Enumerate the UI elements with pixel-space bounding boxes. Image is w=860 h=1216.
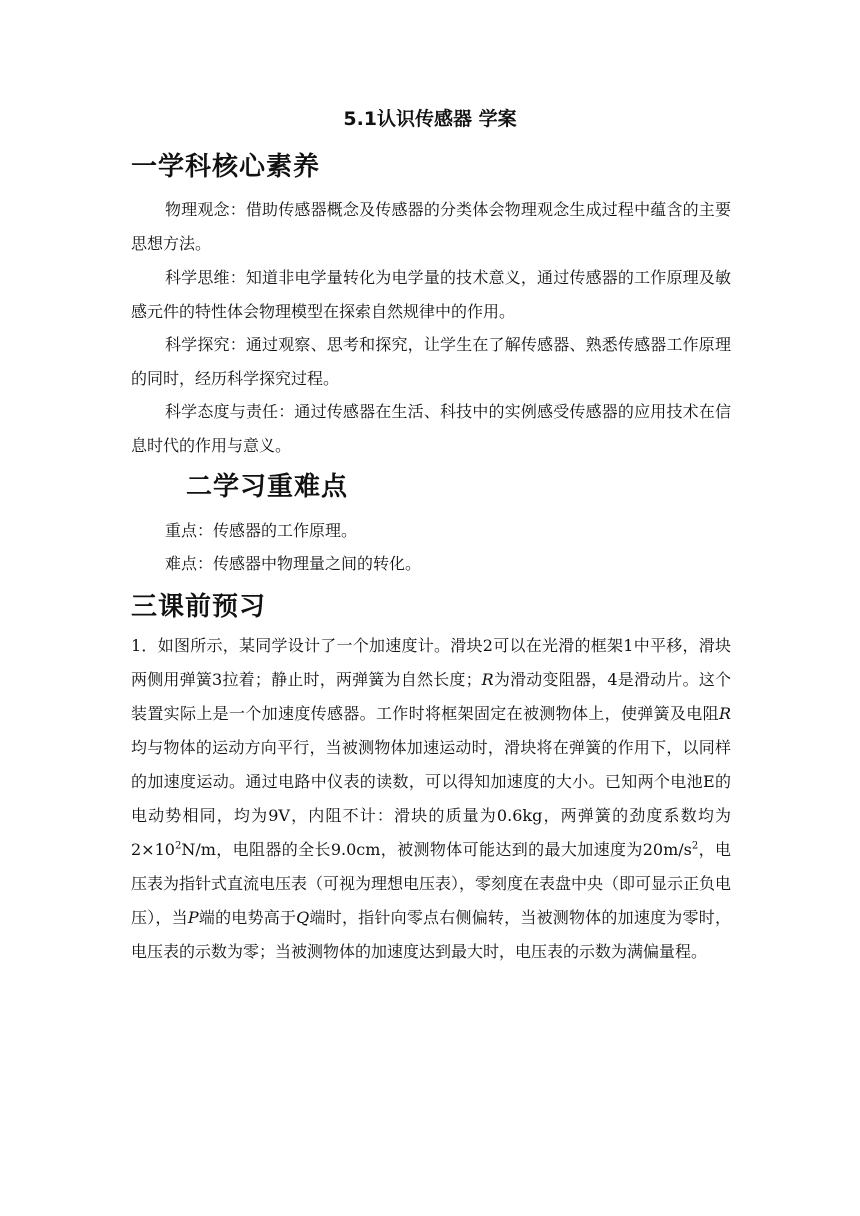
section-heading-core-literacy: 一学科核心素养 [131,152,321,182]
problem-1-text [131,629,731,969]
max-acceleration-exponent: 2 [691,840,699,852]
section-heading-preview: 三课前预习 [131,592,267,622]
spring-constant-value [131,840,216,859]
variable-r: R [481,670,494,689]
paragraph-physics-concept: 物理观念：借助传感器概念及传感器的分类体会物理观念生成过程中蕴含的主要思想方法。 [131,200,731,253]
section-heading-key-points: 二学习重难点 [186,472,349,502]
problem-text-part: 1．如图所示，某同学设计了一个加速度计。滑块2可以在光滑的框架1中平移，滑块两侧用弹簧3拉着；静止时，两弹簧为自然长度； [131,636,731,689]
problem-text-part: 端时，指针向零点右侧偏转，当被测物体的加速度为零时，电压表的示数为零；当被测物体的加速度达到最大时，电压表的示数为满偏量程。 [131,908,731,961]
paragraph-scientific-inquiry: 科学探究：通过观察、思考和探究，让学生在了解传感器、熟悉传感器工作原理的同时，经历科学探究过程。 [131,335,731,388]
variable-p: P [187,908,199,927]
variable-r: R [718,704,731,723]
variable-q: Q [296,908,310,927]
paragraph-scientific-attitude: 科学态度与责任：通过传感器在生活、科技中的实例感受传感器的应用技术在信息时代的作用与意义。 [131,402,731,455]
max-acceleration-base: 20m/s [642,840,692,859]
paragraph-key-point: 重点：传感器的工作原理。 [165,521,358,540]
spring-constant-base: 2×10 [131,840,175,859]
page-title: 5.1认识传感器 学案 [343,108,517,130]
problem-text-part: ，电阻器的全长9.0cm，被测物体可能达到的最大加速度为 [215,840,643,859]
problem-text-part: 为滑动变阻器，4是滑动片。这个装置实际上是一个加速度传感器。工作时将框架固定在被测物体上，使弹簧及电阻 [131,670,731,723]
problem-text-part: 均与物体的运动方向平行，当被测物体加速运动时，滑块将在弹簧的作用下，以同样的加速度运动。通过电路中仪表的读数，可以得知加速度的大小。已知两个电池E的电动势相同，均为9V，内阻不计：滑块的质量为0.6kg，两弹簧的劲度系数均为 [131,738,731,825]
spring-constant-unit: N/m [181,840,216,859]
max-acceleration-value [643,840,699,859]
problem-text-part: ，电压表为指针式直流电压表（可视为理想电压表），零刻度在表盘中央（即可显示正负电压），当 [131,840,732,927]
paragraph-difficult-point: 难点：传感器中物理量之间的转化。 [165,554,422,573]
paragraph-scientific-thinking: 科学思维：知道非电学量转化为电学量的技术意义，通过传感器的工作原理及敏感元件的特性体会物理模型在探索自然规律中的作用。 [131,268,731,321]
problem-text-part: 端的电势高于 [198,908,297,927]
spring-constant-exponent: 2 [174,840,182,852]
